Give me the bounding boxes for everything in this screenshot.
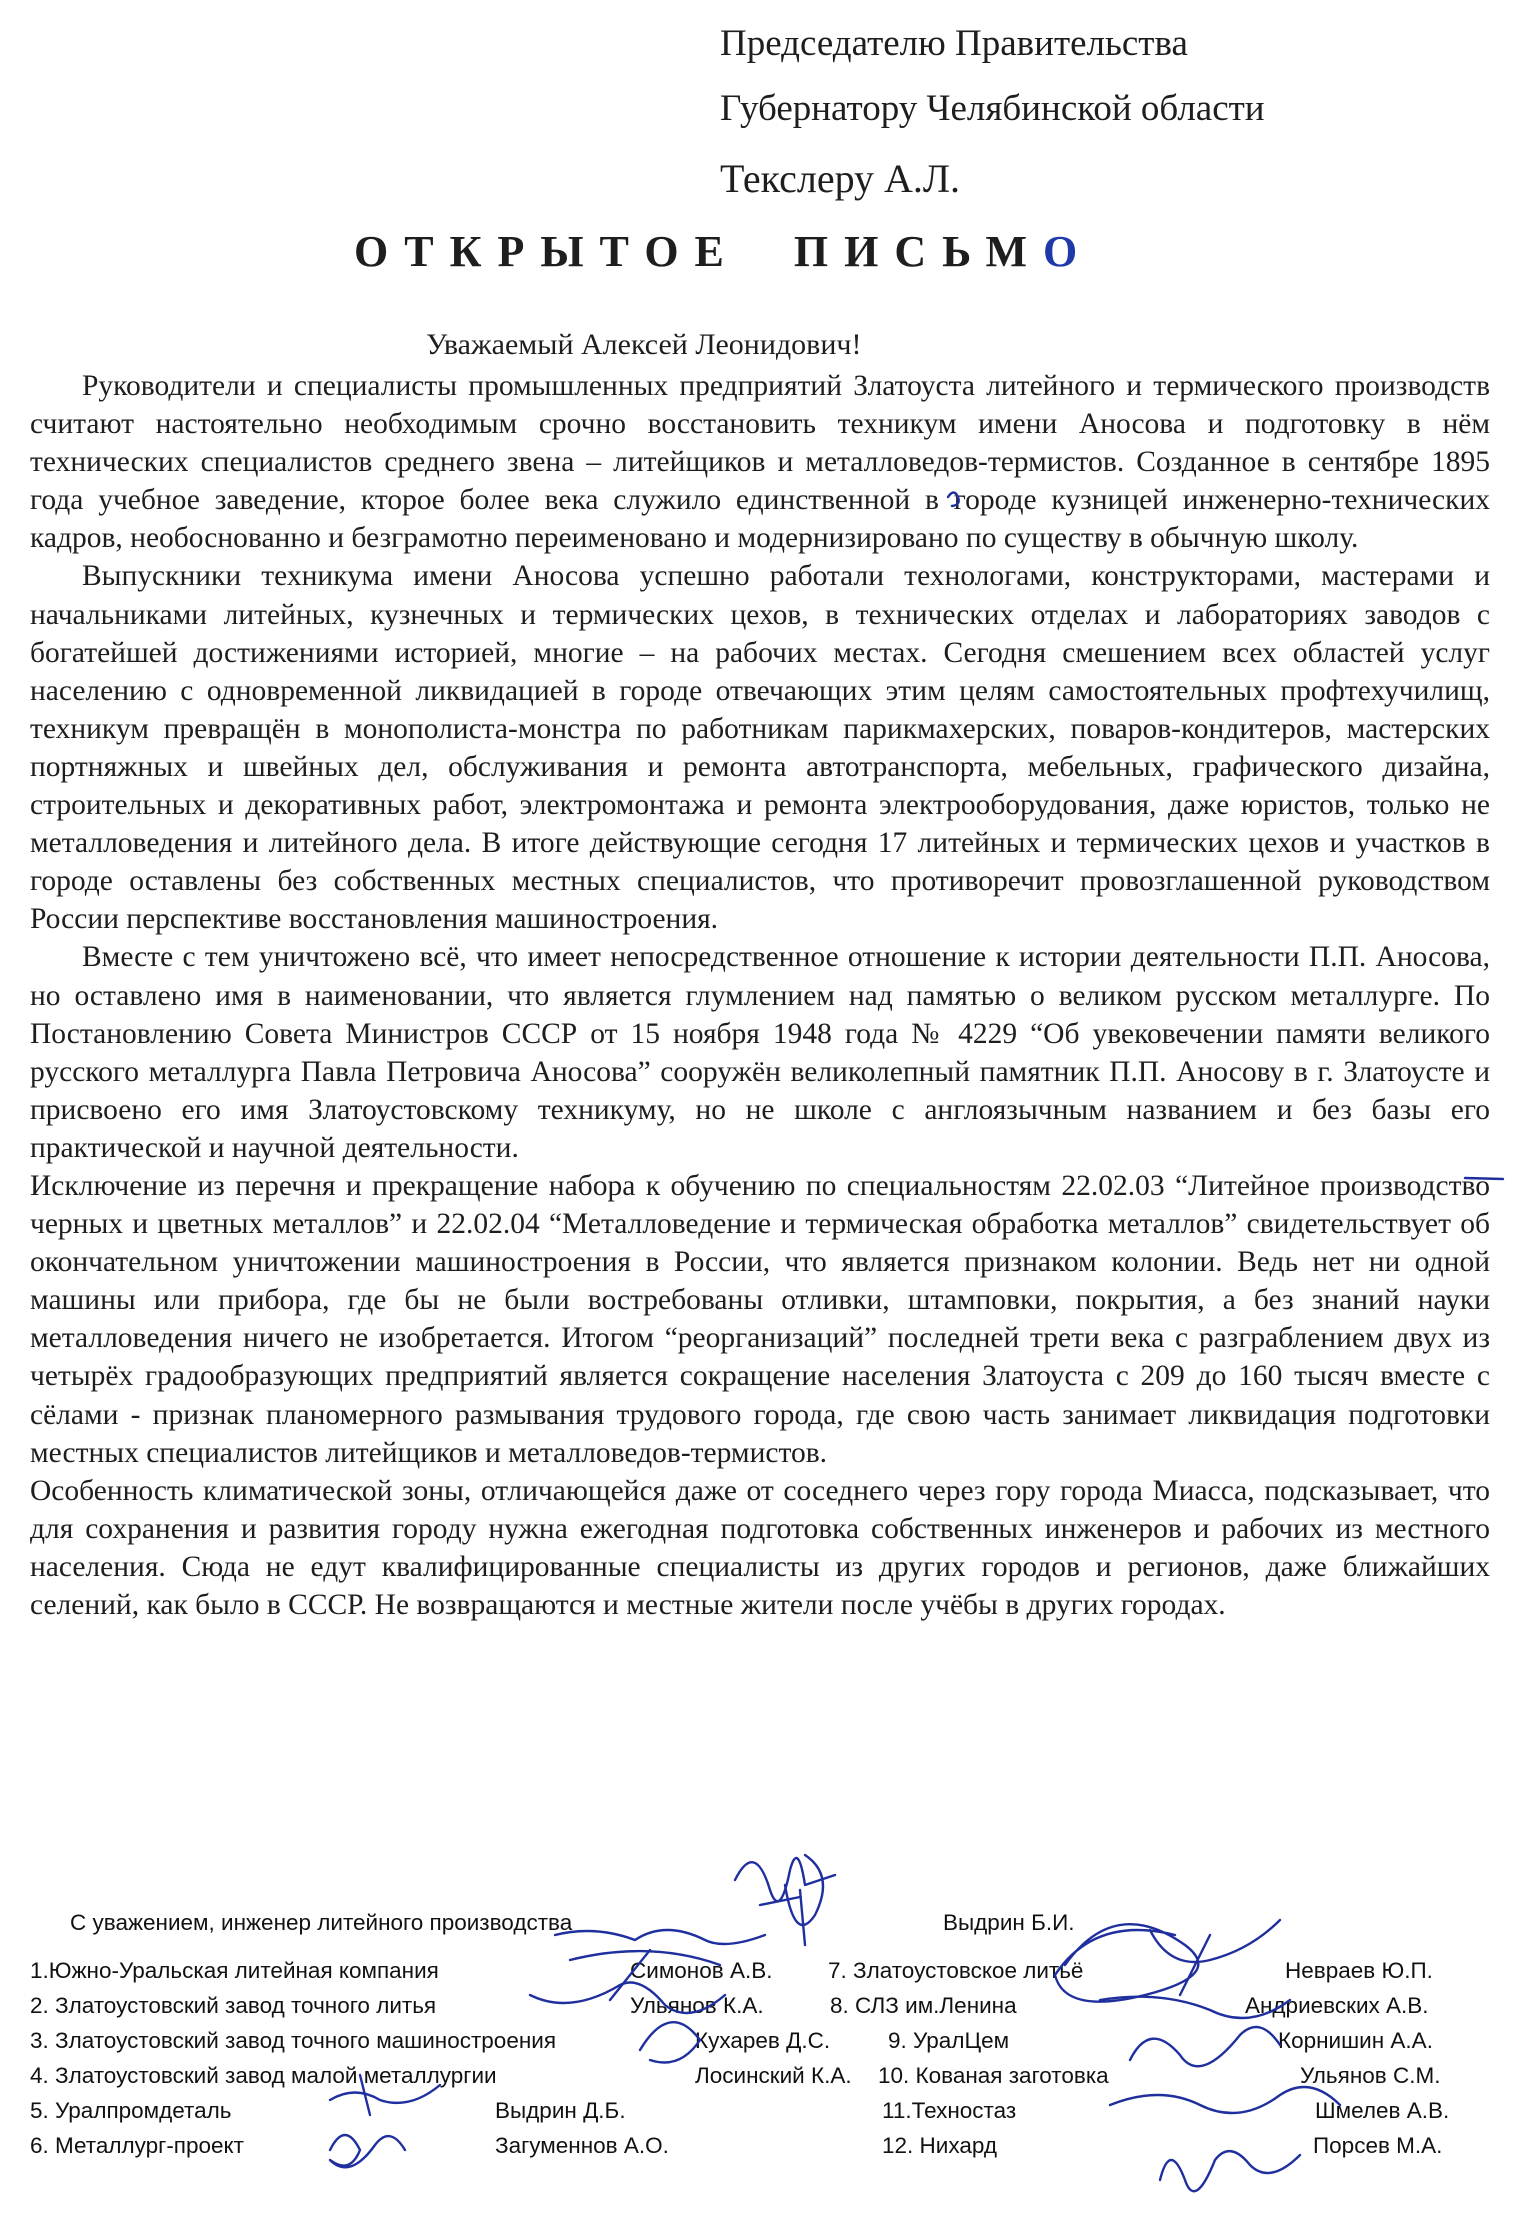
signatory-person: Андриевских А.В.	[1245, 1993, 1429, 2018]
signatory-person: Ульянов С.М.	[1300, 2063, 1441, 2088]
letter-title-text: ОТКРЫТОЕ ПИСЬМ	[354, 227, 1043, 276]
signatory-person: Корнишин А.А.	[1278, 2028, 1433, 2053]
signatory-person: Выдрин Д.Б.	[495, 2098, 626, 2123]
signature-scribble	[1160, 2151, 1300, 2191]
signatory-org: 12. Нихард	[882, 2133, 997, 2158]
signature-scribble	[640, 2022, 700, 2062]
paragraph-5: Особенность климатической зоны, отличающейся даже от соседнего через гору города Миасса, подсказывает, что для сохранения и развития городу нужна ежегодная подготовка собственных инженеров и рабочих из местного населения. Сюда не едут квалифицированные специалисты из других городов и регионов, даже ближайших селений, как было в СССР. Не возвращаются и местные жители после учёбы в других городах.	[30, 1474, 1490, 1621]
signatory-org: 2. Златоустовский завод точного литья	[30, 1993, 437, 2018]
paragraph-3: Вместе с тем уничтожено всё, что имеет непосредственное отношение к истории деятельности П.П. Аносова, но оставлено имя в наименовании, что является глумлением над памятью о великом русском металлурге. По Постановлению Совета Министров СССР от 15 ноября 1948 года № 4229 “Об увековечении памяти великого русского металлурга Павла Петровича Аносова” сооружён великолепный памятник П.П. Аносову в г. Златоусте и присвоено его имя Златоустовскому техникуму, но не школе с англоязычным названием и без базы его практической и научной деятельности.	[30, 941, 1490, 1164]
paragraph-2: Выпускники техникума имени Аносова успешно работали технологами, конструкторами, мастерами и начальниками литейных, кузнечных и термических цехов, в технических отделах и лабораториях заводов с богатейшей достижениями историей, многие – на рабочих местах. Сегодня смешением всех областей услуг населению с одновременной ликвидацией в городе отвечающих этим целям самостоятельных профтехучилищ, техникум превращён в монополиста-монстра по работникам парикмахерских, поваров-кондитеров, мастерских портняжных и швейных дел, обслуживания и ремонта автотранспорта, мебельных, графического дизайна, строительных и декоративных работ, электромонтажа и ремонта электрооборудования, даже юристов, только не металловедения и литейного дела. В итоге действующие сегодня 17 литейных и термических цехов и участков в городе оставлены без собственных местных специалистов, что противоречит провозглашенной руководством России перспективе восстановления машиностроения.	[30, 560, 1490, 936]
letter-body	[30, 367, 1490, 1624]
paragraph-4: Исключение из перечня и прекращение набора к обучению по специальностям 22.02.03 “Литейное производство черных и цветных металлов” и 22.02.04 “Металловедение и термическая обработка металлов” свидетельствует об окончательном уничтожении машиностроения в России, что является признаком колонии. Ведь нет ни одной машины или прибора, где бы не были востребованы отливки, штамповки, покрытия, а без знаний науки металловедения ничего не изобретается. Итогом “реорганизаций” последней трети века с разграблением двух из четырёх градообразующих предприятий является сокращение населения Златоуста с 209 до 160 тысяч вместе с сёлами - признак планомерного размывания трудового города, где свою часть занимает ликвидация подготовки местных специалистов литейщиков и металловедов-термистов.	[30, 1169, 1490, 1469]
signatory-org: 10. Кованая заготовка	[878, 2063, 1109, 2088]
signatory-person: Кухарев Д.С.	[695, 2028, 831, 2053]
signatory-org: 11.Техностаз	[882, 2098, 1017, 2123]
signature-scribble	[1055, 1920, 1280, 2002]
signatory-org: 7. Златоустовское литьё	[828, 1958, 1084, 1983]
signatory-org: 9. УралЦем	[888, 2028, 1010, 2053]
signatory-person: Симонов А.В.	[630, 1958, 773, 1983]
signature-closing: С уважением, инженер литейного производства	[70, 1910, 573, 1935]
signature-scribble	[1130, 2027, 1280, 2066]
signatory-org: 1.Южно-Уральская литейная компания	[30, 1958, 439, 1983]
addressee-line-1: Председателю Правительства	[720, 23, 1188, 64]
signatory-org: 8. СЛЗ им.Ленина	[830, 1993, 1017, 2018]
signature-scribble	[735, 1858, 835, 1905]
paragraph-1: Руководители и специалисты промышленных предприятий Златоуста литейного и термического производств считают настоятельно необходимым срочно восстановить техникум имени Аносова и подготовку в нём технических специалистов среднего звена – литейщиков и металловедов-термистов. Созданное в сентябре 1895 года учебное заведение, ктороe более века служило единственной в городе кузницей инженерно-технических кадров, необоснованно и безграмотно переименовано и модернизировано по существу в обычную школу.	[30, 370, 1490, 555]
signature-scribble	[330, 2135, 405, 2167]
letter-title	[354, 226, 1077, 277]
signatory-org: 4. Златоустовский завод малой металлургии	[30, 2063, 497, 2088]
signatory-person: Загуменнов А.О.	[495, 2133, 669, 2158]
signatory-person: Ульянов К.А.	[630, 1993, 764, 2018]
letter-title-handwritten-o: О	[1042, 227, 1078, 276]
addressee-line-3: Текслеру А.Л.	[720, 156, 961, 201]
signatory-person: Лосинский К.А.	[695, 2063, 852, 2088]
signature-author: Выдрин Б.И.	[943, 1910, 1075, 1935]
signatory-person: Порсев М.А.	[1313, 2133, 1443, 2158]
signatory-org: 3. Златоустовский завод точного машиностроения	[30, 2028, 557, 2053]
signature-scribble	[1110, 2087, 1340, 2113]
signatory-person: Шмелев А.В.	[1315, 2098, 1450, 2123]
signatory-org: 6. Металлург-проект	[30, 2133, 244, 2158]
salutation: Уважаемый Алексей Леонидович!	[426, 328, 862, 361]
signatory-org: 5. Уралпромдеталь	[30, 2098, 232, 2123]
signature-scribble	[785, 1855, 823, 1945]
addressee-line-2: Губернатору Челябинской области	[720, 88, 1265, 129]
signatory-person: Невраев Ю.П.	[1285, 1958, 1433, 1983]
